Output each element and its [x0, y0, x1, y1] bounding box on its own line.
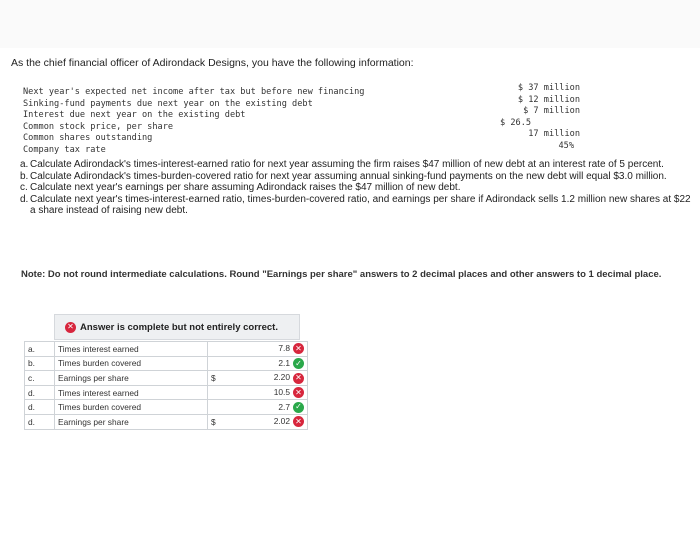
question-text: Calculate Adirondack's times-interest-earned ratio for next year assuming the firm raises $47 million of new debt at an interest rate of 5 percent. [30, 159, 664, 170]
answer-table [24, 341, 308, 430]
question-letter: c. [20, 182, 28, 194]
question-letter: d. [20, 193, 29, 205]
info-labels [23, 87, 364, 157]
answer-input-cell[interactable] [236, 356, 308, 371]
info-value: 45% [558, 140, 574, 151]
row-label: Earnings per share [55, 414, 208, 429]
row-currency: $ [208, 414, 236, 429]
row-currency [208, 385, 236, 400]
question-letter: b. [20, 170, 29, 182]
answer-input-cell[interactable] [236, 400, 308, 415]
banner-text: Answer is complete but not entirely correct. [80, 321, 278, 333]
table-row [25, 356, 308, 371]
info-label: Next year's expected net income after tax but before new financing [23, 87, 365, 97]
row-letter: c. [25, 371, 55, 386]
question-item [20, 182, 692, 194]
row-letter: b. [25, 356, 55, 371]
answer-value[interactable]: 10.5 [273, 386, 290, 397]
info-value: 17 million [528, 129, 580, 140]
info-value: $ 37 million [517, 83, 580, 93]
info-label: Company tax rate [23, 144, 106, 155]
incorrect-icon: ✕ [293, 343, 304, 354]
info-values [470, 83, 580, 153]
table-row [25, 414, 308, 429]
answer-input-cell[interactable] [236, 342, 308, 357]
row-letter: a. [25, 342, 55, 357]
table-row [25, 385, 308, 400]
row-label: Times interest earned [55, 342, 208, 357]
info-label: Sinking-fund payments due next year on the existing debt [23, 98, 313, 109]
answer-value[interactable]: 2.1 [278, 357, 290, 368]
info-value: $ 12 million [517, 94, 580, 105]
question-text: Calculate next year's times-interest-earned ratio, times-burden-covered ratio, and earnings per share if Adirondack sells 1.2 million new shares at $22 a share instead of raising new debt. [30, 193, 691, 217]
row-currency [208, 342, 236, 357]
questions-list [20, 159, 692, 217]
row-letter: d. [25, 414, 55, 429]
answer-value[interactable]: 7.8 [278, 343, 290, 354]
intro-text: As the chief financial officer of Adirondack Designs, you have the following information: [11, 57, 414, 69]
row-currency [208, 400, 236, 415]
info-value: $ 26.5 [500, 117, 532, 128]
answer-input-cell[interactable] [236, 385, 308, 400]
answer-input-cell[interactable] [236, 414, 308, 429]
row-letter: d. [25, 400, 55, 415]
answer-status-banner [54, 314, 300, 340]
row-currency: $ [208, 371, 236, 386]
answer-value[interactable]: 2.7 [278, 401, 290, 412]
top-band [0, 0, 700, 48]
info-label: Common shares outstanding [23, 133, 153, 144]
rounding-note: Note: Do not round intermediate calculations. Round "Earnings per share" answers to 2 decimal places and other answers to 1 decimal place. [21, 269, 662, 280]
table-row [25, 400, 308, 415]
answer-value[interactable]: 2.02 [273, 416, 290, 427]
info-label: Interest due next year on the existing debt [23, 110, 246, 121]
check-circle-icon: ✓ [293, 358, 304, 369]
question-item [20, 194, 692, 217]
incorrect-icon: ✕ [293, 373, 304, 384]
x-circle-icon: ✕ [65, 322, 76, 333]
question-item [20, 171, 692, 183]
row-currency [208, 356, 236, 371]
question-item [20, 159, 692, 171]
info-label: Common stock price, per share [23, 121, 174, 132]
question-text: Calculate Adirondack's times-burden-covered ratio for next year assuming annual sinking-fund payments on the new debt will equal $3.0 million. [30, 170, 667, 182]
incorrect-icon: ✕ [293, 416, 304, 427]
row-letter: d. [25, 385, 55, 400]
row-label: Times burden covered [55, 400, 208, 415]
row-label: Times interest earned [55, 385, 208, 400]
question-letter: a. [20, 159, 29, 170]
incorrect-icon: ✕ [293, 387, 304, 398]
table-row [25, 371, 308, 386]
check-circle-icon: ✓ [293, 402, 304, 413]
question-text: Calculate next year's earnings per share assuming Adirondack raises the $47 million of new debt. [30, 182, 461, 194]
row-label: Times burden covered [55, 356, 208, 371]
info-value: $ 7 million [523, 106, 580, 117]
row-label: Earnings per share [55, 371, 208, 386]
table-row [25, 342, 308, 357]
answer-input-cell[interactable] [236, 371, 308, 386]
answer-value[interactable]: 2.20 [273, 372, 290, 383]
